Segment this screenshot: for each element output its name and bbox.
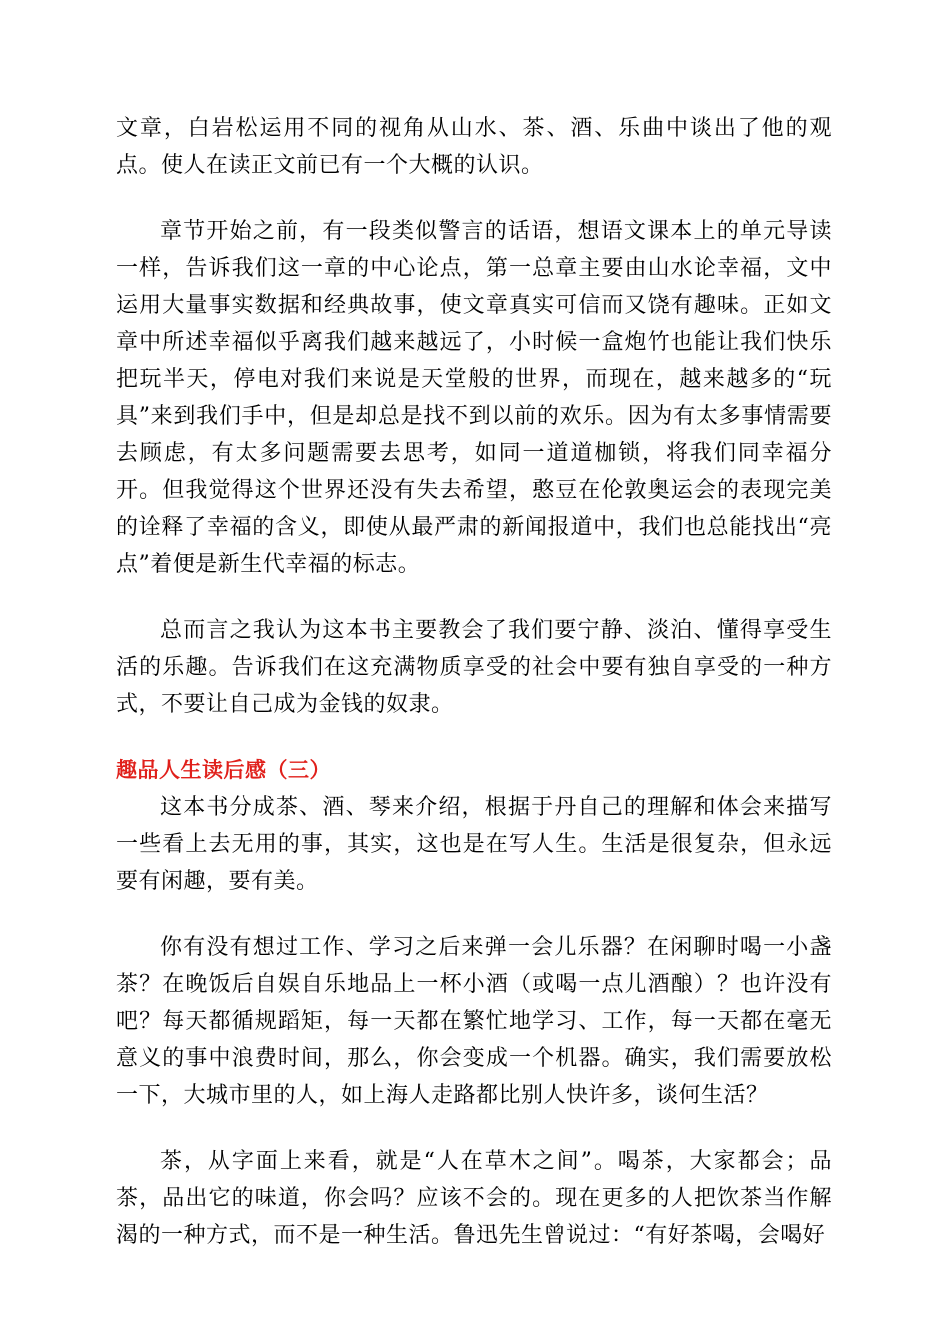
paragraph-continued: 文章，白岩松运用不同的视角从山水、茶、酒、乐曲中谈出了他的观点。使人在读正文前已有一个大概的认识。 [116, 116, 832, 178]
paragraph: 章节开始之前，有一段类似警言的话语，想语文课本上的单元导读一样，告诉我们这一章的中心论点，第一总章主要由山水论幸福，文中运用大量事实数据和经典故事，使文章真实可信而又饶有趣味。正如文章中所述幸福似乎离我们越来越远了，小时候一盒炮竹也能让我们快乐把玩半天，停电对我们来说是天堂般的世界，而现在，越来越多的“玩具”来到我们手中，但是却总是找不到以前的欢乐。因为有太多事情需要去顾虑，有太多问题需要去思考，如同一道道枷锁，将我们同幸福分开。但我觉得这个世界还没有失去希望，憨豆在伦敦奥运会的表现完美的诠释了幸福的含义，即使从最严肃的新闻报道中，我们也总能找出“亮点”着便是新生代幸福的标志。 [116, 219, 832, 577]
document-page [116, 110, 832, 1254]
paragraph: 总而言之我认为这本书主要教会了我们要宁静、淡泊、懂得享受生活的乐趣。告诉我们在这充满物质享受的社会中要有独自享受的一种方式，不要让自己成为金钱的奴隶。 [116, 618, 832, 717]
paragraph: 你有没有想过工作、学习之后来弹一会儿乐器？在闲聊时喝一小盏茶？在晚饭后自娱自乐地品上一杯小酒（或喝一点儿酒酿）？也许没有吧？每天都循规蹈矩，每一天都在繁忙地学习、工作，每一天都在毫无意义的事中浪费时间，那么，你会变成一个机器。确实，我们需要放松一下，大城市里的人，如上海人走路都比别人快许多，谈何生活？ [116, 935, 832, 1108]
paragraph-truncated: 茶，从字面上来看，就是“人在草木之间”。喝茶，大家都会；品茶，品出它的味道，你会吗？应该不会的。现在更多的人把饮茶当作解渴的一种方式，而不是一种生活。鲁迅先生曾说过：“有好茶喝，会喝好 [116, 1149, 832, 1248]
paragraph: 这本书分成茶、酒、琴来介绍，根据于丹自己的理解和体会来描写一些看上去无用的事，其实，这也是在写人生。生活是很复杂，但永远要有闲趣，要有美。 [116, 795, 832, 894]
section-title: 趣品人生读后感（三） [116, 758, 331, 782]
